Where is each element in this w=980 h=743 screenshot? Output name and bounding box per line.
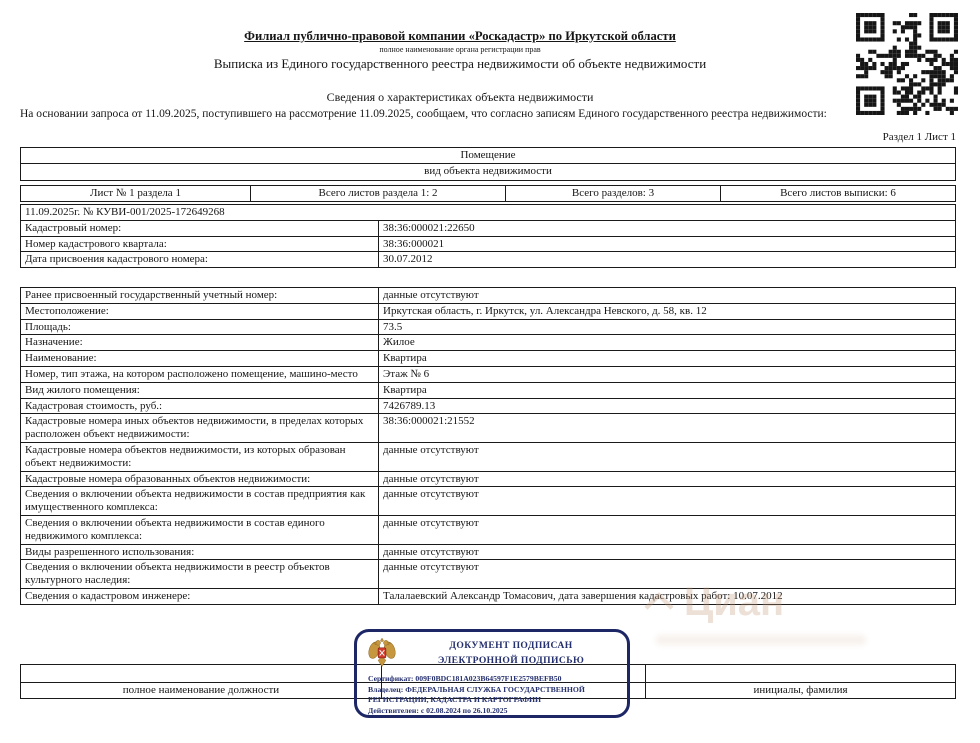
table-row [21, 382, 955, 398]
row-label: Кадастровый номер: [21, 221, 379, 236]
watermark-text: Циан [684, 580, 785, 624]
org-name: Филиал публично-правовой компании «Роскадастр» по Иркутской области [244, 29, 676, 43]
table-row [21, 350, 955, 366]
row-label: Номер кадастрового квартала: [21, 237, 379, 252]
row-label: Наименование: [21, 351, 379, 366]
row-value: данные отсутствуют [383, 516, 479, 529]
row-value: 7426789.13 [383, 399, 436, 412]
section-title: Сведения о характеристиках объекта недвижимости [326, 90, 594, 104]
sheet-info-cell: Лист № 1 раздела 1 [21, 186, 251, 201]
row-label: Сведения о включении объекта недвижимости в реестр объектов культурного наследия: [21, 560, 379, 588]
stamp-line2: ЭЛЕКТРОННОЙ ПОДПИСЬЮ [437, 655, 585, 666]
section-sheet-label: Раздел 1 Лист 1 [882, 131, 956, 143]
row-label: Сведения о включении объекта недвижимости в состав предприятия как имущественного комплекса: [21, 487, 379, 515]
row-label: Дата присвоения кадастрового номера: [21, 252, 379, 267]
signature-cell [646, 665, 955, 682]
row-value: 38:36:000021:21552 [383, 415, 475, 428]
digital-signature-stamp [354, 629, 630, 718]
stamp-validity: Действителен: с 02.08.2024 по 26.10.2025 [368, 705, 508, 715]
row-value: Квартира [383, 352, 427, 365]
table-row [21, 559, 955, 588]
row-value: данные отсутствуют [383, 488, 479, 501]
table-row [21, 398, 955, 414]
table-row [21, 303, 955, 319]
cadastral-table [20, 204, 956, 268]
stamp-certificate: Сертификат: 009F0BDC181A023B64597F1E2579BEFB50 [368, 674, 562, 683]
table-row [21, 163, 955, 179]
row-label: Кадастровые номера образованных объектов недвижимости: [21, 472, 379, 487]
row-label: Местоположение: [21, 304, 379, 319]
table-row [21, 366, 955, 382]
row-label: Сведения о включении объекта недвижимости в состав единого недвижимого комплекса: [21, 516, 379, 544]
table-row [21, 319, 955, 335]
sheet-info-cell: Всего листов раздела 1: 2 [251, 186, 506, 201]
table-row [21, 334, 955, 350]
stamp-line1: ДОКУМЕНТ ПОДПИСАН [449, 640, 573, 651]
row-value: 73.5 [383, 320, 403, 333]
row-label: Назначение: [21, 335, 379, 350]
stamp-owner: Владелец: ФЕДЕРАЛЬНАЯ СЛУЖБА ГОСУДАРСТВЕННОЙ РЕГИСТРАЦИИ, КАДАСТРА И КАРТОГРАФИИ [368, 684, 585, 705]
table-row [21, 515, 955, 544]
row-label: Виды разрешенного использования: [21, 545, 379, 560]
request-basis-line: На основании запроса от 11.09.2025, поступившего на рассмотрение 11.09.2025, сообщаем, что согласно записям Единого государственного реестра недвижимости: [20, 108, 827, 120]
sheet-info-cell: Всего разделов: 3 [506, 186, 721, 201]
object-type-caption: вид объекта недвижимости [424, 165, 552, 178]
row-value: Иркутская область, г. Иркутск, ул. Александра Невского, д. 58, кв. 12 [383, 304, 707, 317]
row-value: данные отсутствуют [383, 289, 479, 301]
qr-code [856, 13, 958, 115]
table-row [21, 205, 955, 220]
row-value: Жилое [383, 336, 415, 349]
row-value: Талалаевский Александр Томасович, дата завершения кадастровых работ: 10.07.2012 [383, 589, 783, 602]
sheet-info-cell: Всего листов выписки: 6 [780, 187, 896, 199]
row-label: Вид жилого помещения: [21, 383, 379, 398]
watermark-strip [656, 635, 866, 645]
table-row [21, 148, 955, 163]
table-row [21, 486, 955, 515]
row-label: Площадь: [21, 320, 379, 335]
sheets-info-table [20, 185, 956, 202]
signature-cell [21, 665, 382, 682]
coat-of-arms-icon [368, 636, 396, 669]
position-label: полное наименование должности [21, 683, 382, 699]
row-value: 30.07.2012 [383, 253, 433, 266]
row-value: 38:36:000021 [383, 237, 445, 250]
table-row [21, 442, 955, 471]
org-name-caption: полное наименование органа регистрации прав [379, 45, 541, 54]
table-row [21, 471, 955, 487]
table-row [21, 186, 955, 201]
row-value: Квартира [383, 383, 427, 396]
table-row [21, 544, 955, 560]
table-row [21, 588, 955, 604]
row-label: Кадастровые номера объектов недвижимости, из которых образован объект недвижимости: [21, 443, 379, 471]
row-label: Номер, тип этажа, на котором расположено помещение, машино-место [21, 367, 379, 382]
table-row [21, 288, 955, 303]
row-value: данные отсутствуют [383, 472, 479, 485]
table-row [21, 413, 955, 442]
name-label: инициалы, фамилия [753, 683, 848, 696]
row-value: данные отсутствуют [383, 545, 479, 558]
details-table [20, 287, 956, 605]
document-title: Выписка из Единого государственного реестра недвижимости об объекте недвижимости [213, 56, 707, 71]
object-type-value: Помещение [460, 149, 516, 161]
table-row [21, 236, 955, 252]
row-value: Этаж № 6 [383, 367, 430, 380]
row-value: 38:36:000021:22650 [383, 221, 475, 234]
table-row [21, 251, 955, 267]
row-label: Кадастровые номера иных объектов недвижимости, в пределах которых расположен объект недвижимости: [21, 414, 379, 442]
request-number: 11.09.2025г. № КУВИ-001/2025-172649268 [25, 206, 225, 218]
row-label: Ранее присвоенный государственный учетный номер: [21, 288, 379, 303]
row-label: Сведения о кадастровом инженере: [21, 589, 379, 604]
table-row [21, 220, 955, 236]
row-value: данные отсутствуют [383, 443, 479, 456]
row-label: Кадастровая стоимость, руб.: [21, 399, 379, 414]
object-type-table [20, 147, 956, 181]
row-value: данные отсутствуют [383, 561, 479, 574]
